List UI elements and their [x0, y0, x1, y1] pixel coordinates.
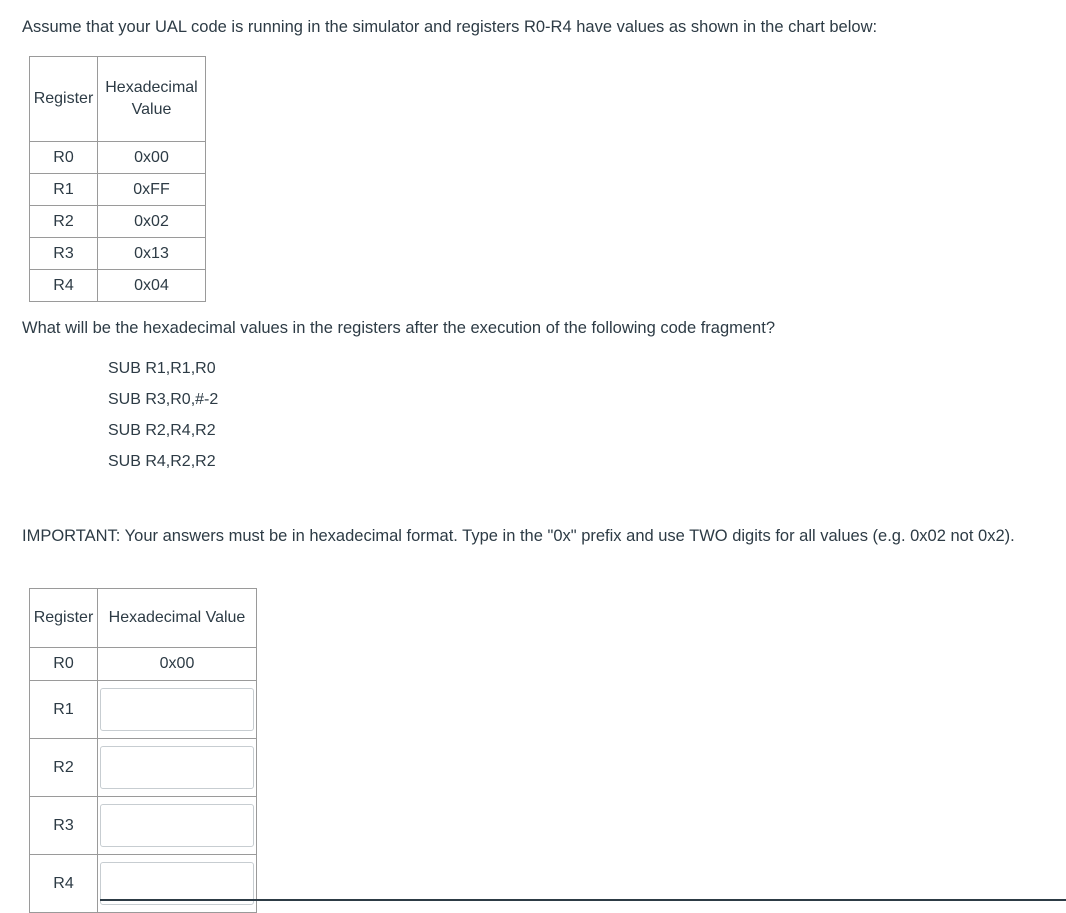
r2-answer-input[interactable] — [100, 746, 254, 789]
answer-register-table — [29, 588, 257, 913]
code-fragment — [108, 358, 218, 482]
answer-cell — [98, 681, 257, 739]
table-row — [30, 855, 257, 913]
column-header-register: Register — [30, 589, 98, 648]
code-line: SUB R4,R2,R2 — [108, 453, 216, 470]
table-header-row — [30, 57, 206, 142]
code-line: SUB R1,R1,R0 — [108, 360, 216, 377]
value-cell: 0x04 — [98, 270, 206, 302]
register-cell: R3 — [30, 238, 98, 270]
register-cell: R0 — [30, 648, 98, 681]
code-line: SUB R3,R0,#-2 — [108, 391, 219, 408]
column-header-register: Register — [30, 57, 98, 142]
column-header-value: Hexadecimal Value — [98, 589, 257, 648]
register-cell: R2 — [30, 206, 98, 238]
r1-answer-input[interactable] — [100, 688, 254, 731]
register-cell: R4 — [30, 855, 98, 913]
given-register-table — [29, 56, 206, 302]
register-cell: R3 — [30, 797, 98, 855]
bottom-divider — [100, 899, 1066, 901]
table-header-row — [30, 589, 257, 648]
register-cell: R4 — [30, 270, 98, 302]
question-text: What will be the hexadecimal values in the registers after the execution of the following code fragment? — [22, 319, 775, 337]
table-row — [30, 206, 206, 238]
register-cell: R2 — [30, 739, 98, 797]
column-header-value: Hexadecimal Value — [98, 57, 206, 142]
table-row — [30, 648, 257, 681]
register-cell: R1 — [30, 681, 98, 739]
table-row — [30, 681, 257, 739]
code-line: SUB R2,R4,R2 — [108, 422, 216, 439]
register-cell: R0 — [30, 142, 98, 174]
value-cell: 0x13 — [98, 238, 206, 270]
value-cell: 0xFF — [98, 174, 206, 206]
value-cell: 0x00 — [98, 142, 206, 174]
answer-cell — [98, 855, 257, 913]
answer-cell — [98, 797, 257, 855]
table-row — [30, 739, 257, 797]
table-row — [30, 174, 206, 206]
intro-text: Assume that your UAL code is running in the simulator and registers R0-R4 have values as shown in the chart below: — [22, 18, 878, 36]
value-cell: 0x02 — [98, 206, 206, 238]
important-note: IMPORTANT: Your answers must be in hexadecimal format. Type in the "0x" prefix and use TWO digits for all values (e.g. 0x02 not 0x2). — [22, 527, 1015, 545]
table-row — [30, 238, 206, 270]
register-cell: R1 — [30, 174, 98, 206]
table-row — [30, 142, 206, 174]
answer-cell — [98, 739, 257, 797]
table-row — [30, 270, 206, 302]
r3-answer-input[interactable] — [100, 804, 254, 847]
value-cell: 0x00 — [98, 648, 257, 681]
table-row — [30, 797, 257, 855]
